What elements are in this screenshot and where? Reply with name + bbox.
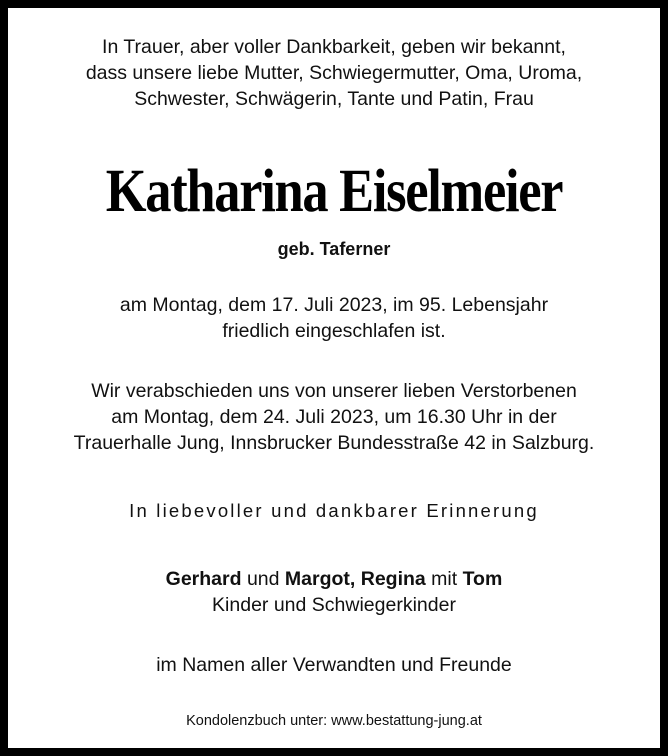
funeral-line: am Montag, dem 24. Juli 2023, um 16.30 Uhr in der — [111, 406, 557, 428]
family-name-3: Tom — [462, 568, 503, 590]
relatives-text: Kinder und Schwiegerkinder — [212, 594, 456, 616]
family-conjunction-2: mit — [425, 568, 463, 590]
funeral-line: Wir verabschieden uns von unserer lieben Verstorbenen — [91, 380, 577, 402]
intro-line: dass unsere liebe Mutter, Schwiegermutter, Oma, Uroma, — [85, 62, 583, 84]
family-name-2: Margot, Regina — [284, 568, 426, 590]
family-names — [8, 566, 660, 592]
death-text — [8, 292, 660, 344]
intro-line: In Trauer, aber voller Dankbarkeit, geben wir bekannt, — [102, 36, 566, 58]
intro-text — [8, 34, 660, 112]
maiden-name: geb. Taferner — [277, 239, 391, 259]
condolence-link: Kondolenzbuch unter: www.bestattung-jung.at — [186, 713, 482, 729]
funeral-text — [8, 378, 660, 456]
intro-line: Schwester, Schwägerin, Tante und Patin, Frau — [134, 88, 534, 110]
death-line: friedlich eingeschlafen ist. — [222, 320, 446, 342]
funeral-line: Trauerhalle Jung, Innsbrucker Bundesstraße 42 in Salzburg. — [73, 432, 595, 454]
family-name-1: Gerhard — [165, 568, 242, 590]
family-conjunction-1: und — [241, 568, 285, 590]
deceased-name: Katharina Eiselmeier — [105, 158, 563, 225]
others-text: im Namen aller Verwandten und Freunde — [156, 654, 512, 676]
remembrance-text: In liebevoller und dankbarer Erinnerung — [129, 500, 539, 521]
death-line: am Montag, dem 17. Juli 2023, im 95. Lebensjahr — [119, 294, 549, 316]
